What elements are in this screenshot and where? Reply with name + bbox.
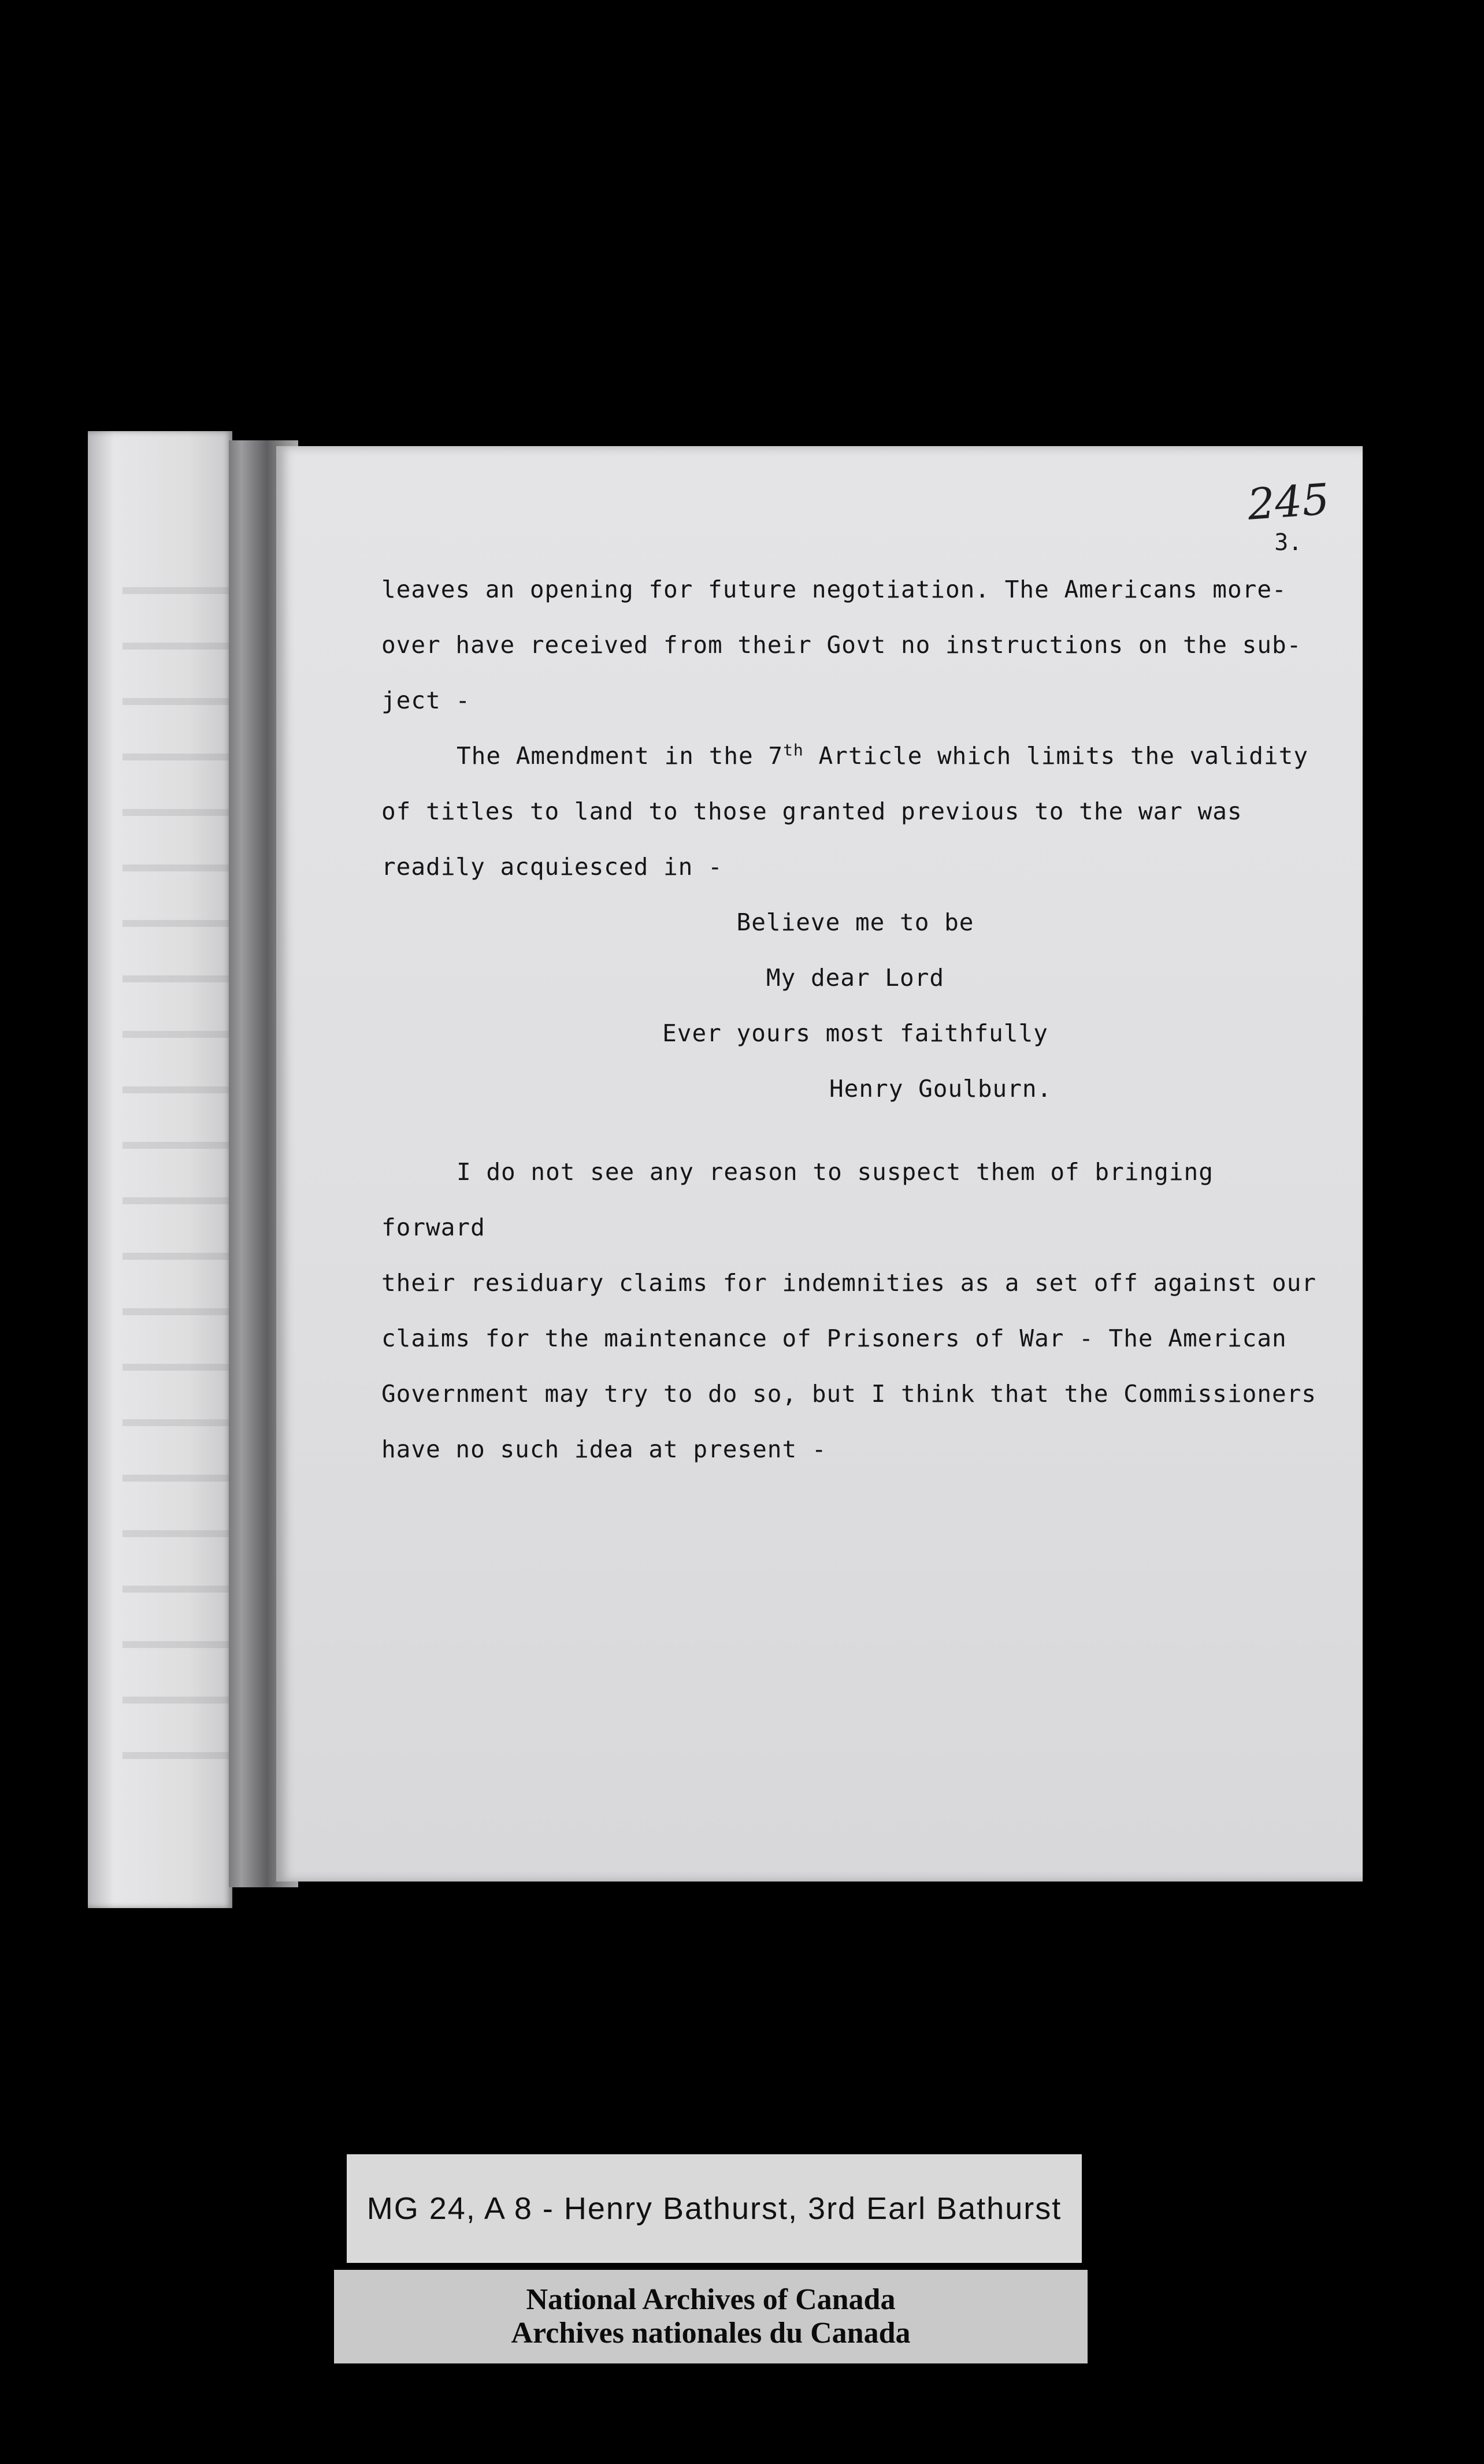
text-line: over have received from their Govt no instructions on the sub- [381, 631, 1302, 659]
institution-name-en: National Archives of Canada [526, 2283, 896, 2316]
postscript-line: have no such idea at present - [381, 1435, 827, 1463]
text-line: leaves an opening for future negotiation. The Americans more- [381, 576, 1287, 603]
postscript-line: their residuary claims for indemnities as a set off against our [381, 1269, 1317, 1297]
spacer [381, 1116, 1329, 1144]
text-line: of titles to land to those granted previous to the war was [381, 797, 1242, 825]
text-line: readily acquiesced in - [381, 853, 723, 881]
letter-body [381, 562, 1329, 1477]
page-number: 3. [1274, 529, 1303, 556]
text-line: ject - [381, 686, 471, 714]
paragraph-amendment-line [381, 728, 1329, 784]
text-fragment: Article which limits the validity [803, 742, 1309, 770]
letter-page [276, 446, 1363, 1882]
superscript: th [783, 740, 804, 760]
signature: Henry Goulburn. [829, 1075, 1052, 1103]
closing-line: My dear Lord [766, 964, 945, 992]
facing-page [88, 431, 232, 1908]
folio [1245, 474, 1331, 556]
postscript-line: I do not see any reason to suspect them of bringing forward [381, 1158, 1214, 1241]
text-fragment: The Amendment in the 7 [457, 742, 784, 770]
folio-handwritten-number: 245 [1245, 474, 1331, 530]
postscript-line: Government may try to do so, but I think that the Commissioners [381, 1380, 1317, 1408]
collection-reference: MG 24, A 8 - Henry Bathurst, 3rd Earl Bathurst [366, 2191, 1062, 2226]
postscript-line: claims for the maintenance of Prisoners of War - The American [381, 1324, 1287, 1352]
institution-label [334, 2270, 1088, 2363]
closing-line: Believe me to be [736, 908, 974, 936]
facing-page-bleed-text [123, 547, 232, 1793]
collection-label [347, 2154, 1082, 2263]
closing-line: Ever yours most faithfully [662, 1019, 1048, 1047]
institution-name-fr: Archives nationales du Canada [511, 2317, 911, 2350]
